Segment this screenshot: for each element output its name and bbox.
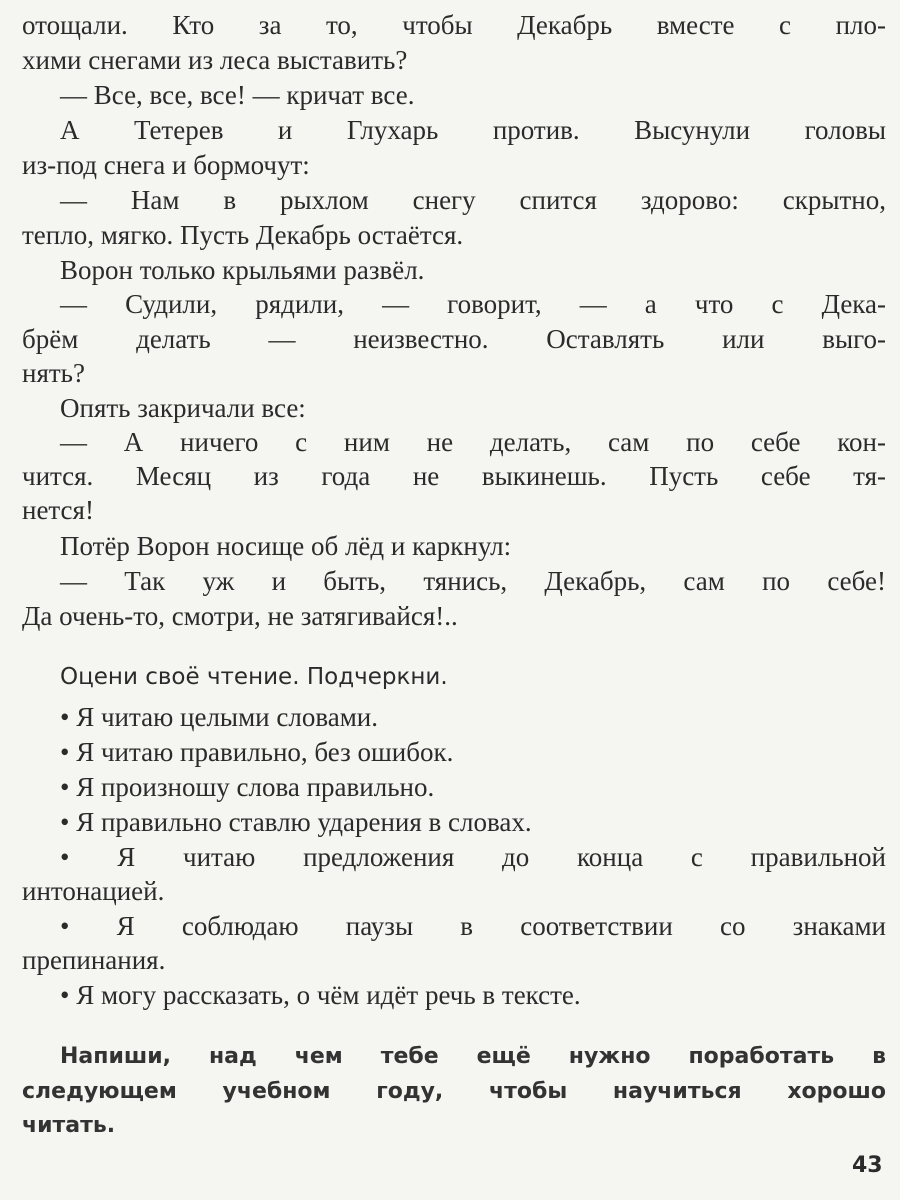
story-line: чится. Месяц из года не выкинешь. Пусть себе тя- (22, 461, 886, 491)
task-line: читать. (22, 1113, 116, 1138)
story-line: отощали. Кто за то, чтобы Декабрь вместе с пло- (22, 10, 886, 40)
story-line: — А ничего с ним не делать, сам по себе кон- (60, 427, 886, 457)
self-assessment-heading: Оцени своё чтение. Подчеркни. (60, 664, 448, 690)
story-line: Опять закричали все: (60, 393, 306, 423)
story-line: — Нам в рыхлом снегу спится здорово: скрытно, (60, 185, 886, 215)
assessment-item: • Я могу рассказать, о чём идёт речь в тексте. (60, 980, 581, 1010)
story-line: Ворон только крыльями развёл. (60, 255, 425, 285)
assessment-item: • Я читаю предложения до конца с правильной (60, 842, 886, 872)
assessment-item: • Я произношу слова правильно. (60, 772, 435, 802)
story-line: хими снегами из леса выставить? (22, 45, 408, 75)
story-line: Да очень-то, смотри, не затягивайся!.. (22, 601, 458, 631)
story-line: брём делать — неизвестно. Оставлять или выго- (22, 324, 886, 354)
story-line: нять? (22, 358, 85, 388)
story-line: — Так уж и быть, тянись, Декабрь, сам по себе! (60, 566, 886, 596)
story-line: А Тетерев и Глухарь против. Высунули головы (60, 115, 886, 145)
assessment-item: интонацией. (22, 876, 165, 906)
assessment-item: • Я читаю целыми словами. (60, 702, 378, 732)
assessment-item: • Я читаю правильно, без ошибок. (60, 737, 454, 767)
story-line: из-под снега и бормочут: (22, 150, 310, 180)
story-line: Потёр Ворон носище об лёд и каркнул: (60, 531, 512, 561)
assessment-item: препинания. (22, 945, 166, 975)
story-line: тепло, мягко. Пусть Декабрь остаётся. (22, 220, 464, 250)
assessment-item: • Я правильно ставлю ударения в словах. (60, 807, 532, 837)
story-line: — Все, все, все! — кричат все. (60, 80, 415, 110)
page-number: 43 (852, 1153, 883, 1178)
story-line: — Судили, рядили, — говорит, — а что с Дека- (60, 289, 886, 319)
task-line: Напиши, над чем тебе ещё нужно поработать в (60, 1044, 886, 1069)
task-line: следующем учебном году, чтобы научиться хорошо (22, 1079, 886, 1104)
assessment-item: • Я соблюдаю паузы в соответствии со знаками (60, 911, 886, 941)
story-line: нется! (22, 495, 94, 525)
